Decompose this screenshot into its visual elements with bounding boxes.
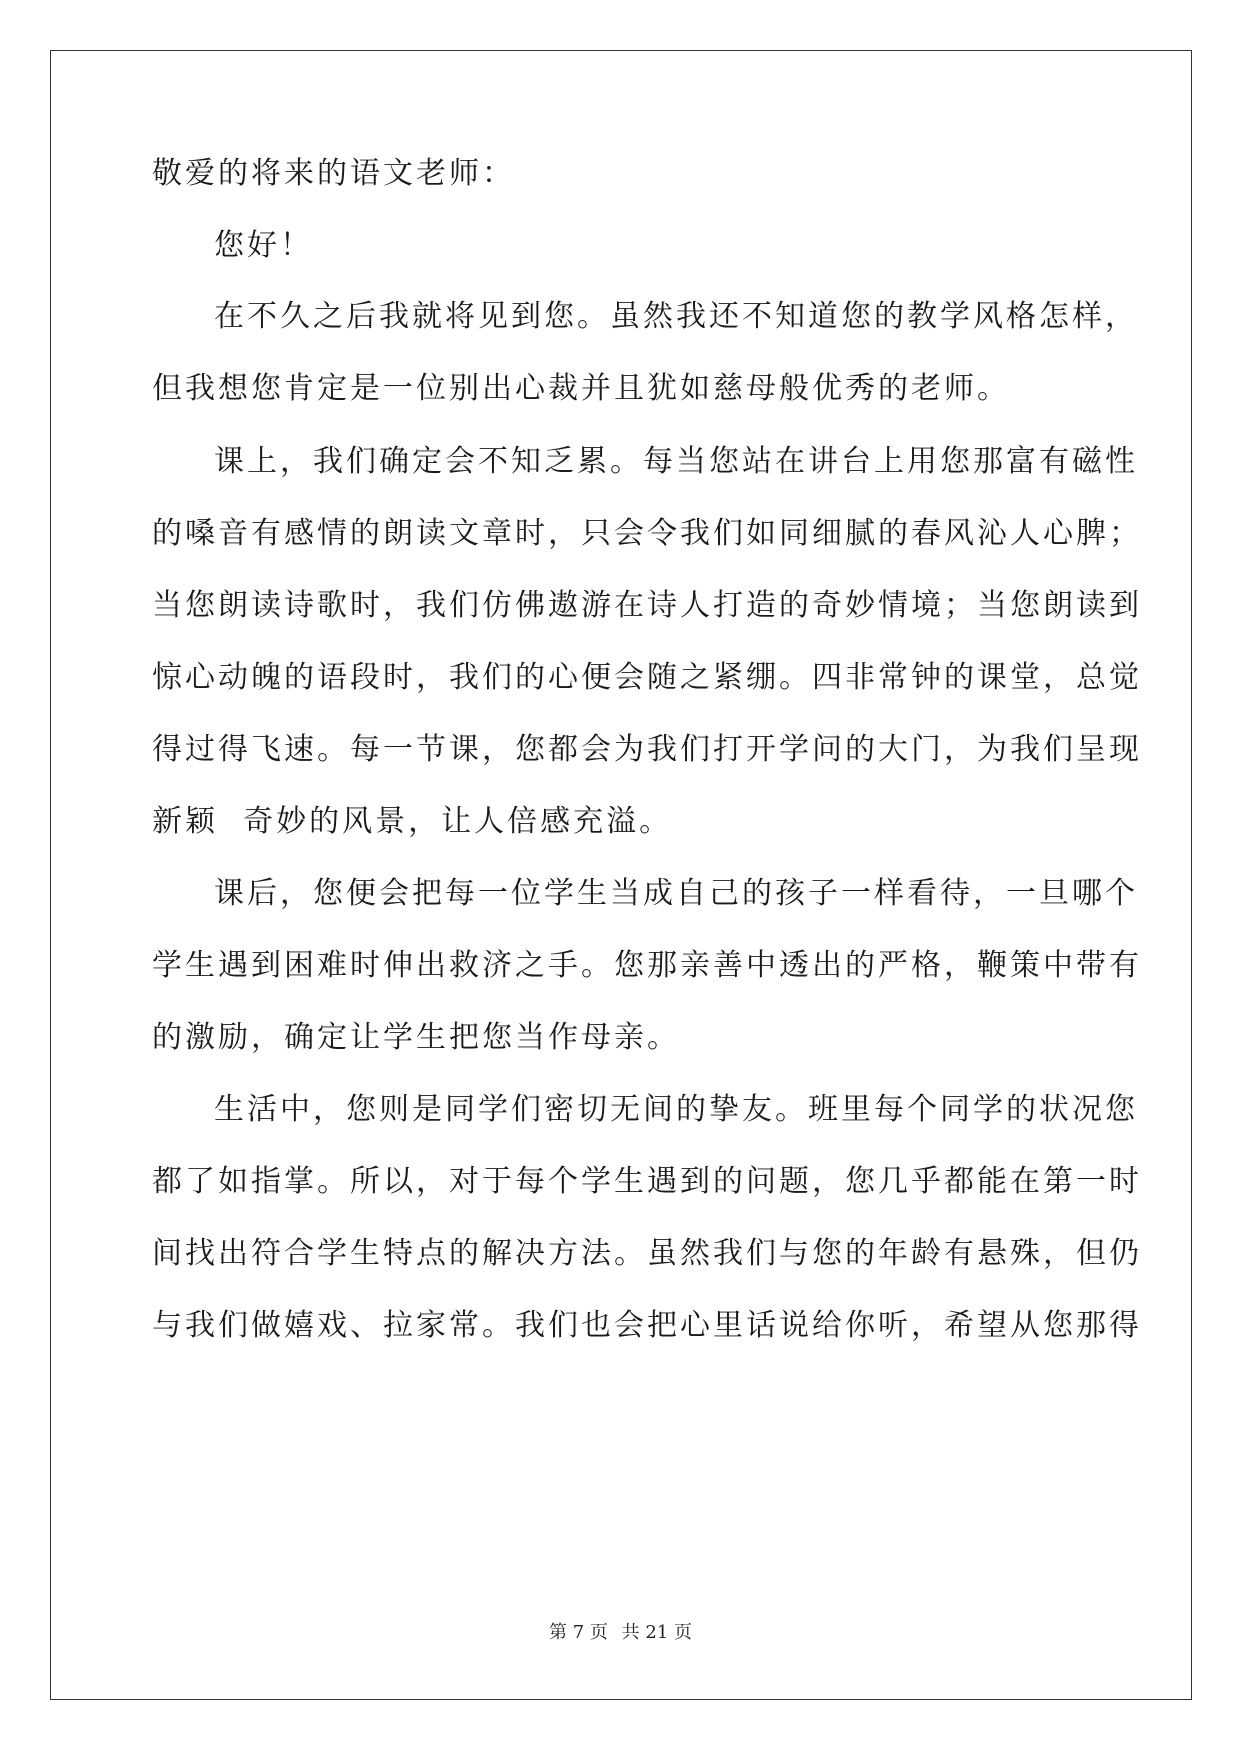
paragraph-line: 在不久之后我就将见到您。虽然我还不知道您的教学风格怎样，	[214, 299, 1138, 334]
paragraph-line: 得过得飞速。每一节课，您都会为我们打开学问的大门，为我们呈现	[152, 732, 1142, 767]
salutation: 敬爱的将来的语文老师：	[152, 156, 515, 191]
page-border	[50, 50, 1192, 1700]
paragraph-line: 课后，您便会把每一位学生当成自己的孩子一样看待，一旦哪个	[214, 876, 1138, 911]
paragraph-line: 新颖 奇妙的风景，让人倍感充溢。	[152, 804, 673, 839]
paragraph-line: 惊心动魄的语段时，我们的心便会随之紧绷。四非常钟的课堂，总觉	[152, 660, 1142, 695]
paragraph-line: 当您朗读诗歌时，我们仿佛遨游在诗人打造的奇妙情境；当您朗读到	[152, 588, 1142, 623]
paragraph-line: 间找出符合学生特点的解决方法。虽然我们与您的年龄有悬殊，但仍	[152, 1236, 1142, 1271]
paragraph-line: 的激励，确定让学生把您当作母亲。	[152, 1020, 680, 1055]
paragraph-line: 生活中，您则是同学们密切无间的挚友。班里每个同学的状况您	[214, 1092, 1138, 1127]
paragraph-line: 课上，我们确定会不知乏累。每当您站在讲台上用您那富有磁性	[214, 444, 1138, 479]
page-footer	[0, 1622, 1241, 1644]
paragraph-line: 的嗓音有感情的朗读文章时，只会令我们如同细腻的春风沁人心脾；	[152, 516, 1142, 551]
greeting: 您好！	[214, 228, 313, 263]
page-number: 第 7 页	[549, 1622, 608, 1643]
paragraph-line: 学生遇到困难时伸出救济之手。您那亲善中透出的严格，鞭策中带有	[152, 948, 1142, 983]
paragraph-line: 与我们做嬉戏、拉家常。我们也会把心里话说给你听，希望从您那得	[152, 1308, 1142, 1343]
paragraph-line: 都了如指掌。所以，对于每个学生遇到的问题，您几乎都能在第一时	[152, 1164, 1142, 1199]
paragraph-line: 但我想您肯定是一位别出心裁并且犹如慈母般优秀的老师。	[152, 371, 1010, 406]
page-total: 共 21 页	[621, 1622, 692, 1643]
